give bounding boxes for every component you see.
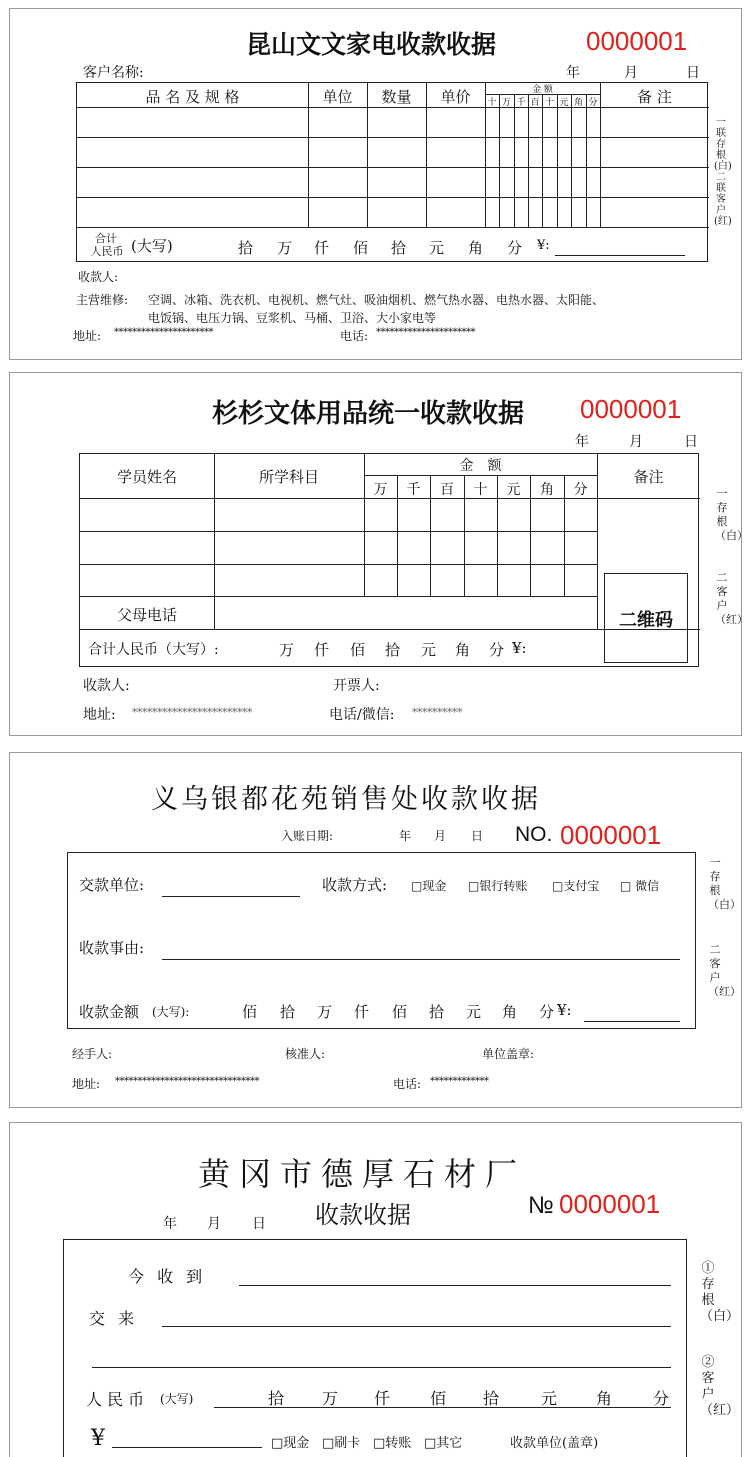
receipt-box: [63, 1239, 687, 1457]
phone-label: 电话:: [393, 1077, 422, 1091]
business-label: 主营维修:: [76, 293, 129, 307]
receipt-number: 0000001: [559, 1189, 661, 1219]
total-unit: 分: [489, 641, 505, 659]
method-wechat-checkbox[interactable]: □ 微信: [620, 879, 660, 893]
header-digit: 万: [373, 482, 388, 498]
date-month: 月: [629, 434, 643, 450]
amount-unit: 万: [322, 1389, 339, 1408]
amount-unit: 分: [539, 1003, 555, 1021]
rmb-daxie: (大写): [160, 1392, 194, 1406]
amount-unit: 仟: [374, 1389, 391, 1408]
qr-code-label: 二维码: [619, 610, 673, 631]
total-unit: 佰: [353, 239, 369, 257]
amount-unit: 角: [502, 1003, 518, 1021]
total-unit: 拾: [391, 239, 407, 257]
customer-label: 客户名称:: [83, 65, 144, 81]
receipt-title: 义乌银都花苑销售处收款收据: [151, 784, 541, 815]
amount-yen: ¥:: [557, 1001, 572, 1019]
header-subject: 所学科目: [258, 468, 319, 486]
copy-note-store: 一存根（白）: [708, 856, 741, 911]
date-day: 日: [471, 829, 484, 843]
copy-note-customer: 二客户（红）: [715, 571, 748, 626]
date-month: 月: [624, 65, 638, 81]
phone-value: **********: [412, 706, 462, 719]
header-digit: 百: [440, 482, 454, 498]
method-bank-checkbox[interactable]: □银行转账: [468, 879, 528, 893]
total-unit: 角: [468, 239, 484, 257]
from-label: 交 来: [89, 1309, 139, 1328]
total-unit: 元: [421, 641, 437, 659]
total-unit: 万: [277, 239, 293, 257]
date-year: 年: [575, 434, 589, 450]
date-day: 日: [684, 434, 698, 450]
amount-unit: 拾: [268, 1389, 285, 1408]
amount-daxie: (大写):: [152, 1005, 190, 1019]
address-label: 地址:: [83, 707, 116, 723]
goods-table: [76, 82, 708, 262]
receipt-title: 昆山文文家电收款收据: [246, 30, 497, 59]
total-unit: 分: [507, 239, 523, 257]
date-month: 月: [207, 1216, 221, 1232]
amount-unit: 万: [317, 1003, 333, 1021]
phone-value: **********************: [376, 327, 475, 338]
header-digit: 千: [406, 482, 421, 498]
total-label-top: 合计: [95, 232, 117, 245]
receipt-box: [67, 852, 696, 1029]
amount-unit: 佰: [430, 1389, 447, 1408]
copy-note-customer: 二客户（红）: [708, 943, 741, 998]
address-value: **********************: [114, 327, 213, 338]
payee-label: 收款人:: [83, 678, 130, 694]
receipt-panel-3: [9, 752, 742, 1108]
parent-phone-label: 父母电话: [116, 606, 177, 624]
receipt-panel-4: [9, 1122, 742, 1457]
copy-note-customer: ②客户（红）: [700, 1355, 740, 1418]
header-digit: 角: [540, 482, 554, 498]
header-digit: 元: [559, 98, 569, 108]
seal-label: 收款单位(盖章): [510, 1436, 599, 1451]
student-table: [79, 453, 699, 667]
date-year: 年: [399, 829, 412, 843]
total-unit: 拾: [238, 239, 254, 257]
amount-unit: 佰: [242, 1003, 258, 1021]
header-price: 单价: [440, 88, 471, 106]
copy-note-store: 一存根（白）: [715, 487, 748, 542]
payee-label: 收款人:: [78, 270, 119, 284]
payer-label: 交款单位:: [79, 876, 145, 894]
copy-note-store: ①存根（白）: [700, 1261, 740, 1324]
seal-label: 单位盖章:: [482, 1047, 535, 1061]
amount-unit: 元: [466, 1003, 482, 1021]
method-other-checkbox[interactable]: □其它: [424, 1436, 463, 1451]
method-alipay-checkbox[interactable]: □支付宝: [552, 879, 600, 893]
receipt-title: 杉杉文体用品统一收款收据: [212, 399, 525, 429]
phone-label: 电话/微信:: [329, 707, 395, 723]
total-unit: 拾: [385, 641, 401, 659]
copy-note: 一联存根(白)二联客户(红): [714, 117, 732, 227]
header-quantity: 数量: [381, 88, 412, 106]
date-year: 年: [566, 65, 580, 81]
phone-label: 电话:: [340, 329, 369, 343]
receipt-number: 0000001: [580, 394, 682, 424]
handler-label: 经手人:: [72, 1047, 113, 1061]
amount-unit: 分: [653, 1389, 670, 1408]
total-unit: 佰: [350, 641, 366, 659]
total-unit: 仟: [314, 641, 330, 659]
date-day: 日: [252, 1216, 266, 1232]
header-remark: 备注: [633, 468, 664, 486]
date-day: 日: [686, 65, 700, 81]
amount-unit: 仟: [354, 1003, 370, 1021]
phone-value: *************: [430, 1076, 489, 1087]
total-unit: 仟: [314, 239, 330, 257]
header-digit: 元: [506, 482, 521, 498]
total-label: 合计人民币（大写）:: [88, 642, 219, 658]
business-line-2: 电饭锅、电压力锅、豆浆机、马桶、卫浴、大小家电等: [148, 311, 437, 325]
header-digit: 万: [501, 98, 511, 108]
receipt-number: 0000001: [560, 820, 662, 850]
total-daxie: (大写): [131, 237, 173, 255]
method-transfer-checkbox[interactable]: □转账: [373, 1436, 412, 1451]
header-digit: 十: [487, 98, 497, 108]
total-unit: 角: [455, 641, 471, 659]
approver-label: 核准人:: [285, 1047, 326, 1061]
total-unit: 万: [279, 641, 295, 659]
address-label: 地址:: [73, 329, 102, 343]
number-label: NO.: [515, 823, 553, 846]
total-yen: ¥:: [512, 639, 527, 657]
total-yen: ¥:: [537, 238, 550, 253]
header-remark: 备 注: [637, 88, 672, 106]
address-value: ********************************: [115, 1076, 259, 1087]
header-digit: 角: [573, 98, 583, 108]
receipt-panel-2: [9, 372, 748, 736]
header-digit: 十: [544, 98, 554, 108]
header-student-name: 学员姓名: [116, 468, 177, 486]
receipt-panel-1: [9, 8, 742, 360]
date-year: 年: [163, 1216, 177, 1232]
address-value: ************************: [132, 706, 252, 719]
amount-unit: 角: [596, 1389, 613, 1408]
business-line-1: 空调、冰箱、洗衣机、电视机、燃气灶、吸油烟机、燃气热水器、电热水器、太阳能、: [148, 293, 605, 307]
received-label: 今 收 到: [128, 1267, 207, 1286]
method-cash-checkbox[interactable]: □现金: [411, 879, 447, 893]
amount-unit: 元: [541, 1389, 558, 1408]
method-card-checkbox[interactable]: □刷卡: [322, 1436, 361, 1451]
header-goods: 品 名 及 规 格: [145, 88, 240, 106]
total-unit: 元: [429, 239, 445, 257]
address-label: 地址:: [72, 1077, 101, 1091]
header-digit: 分: [588, 98, 598, 108]
entry-date-label: 入账日期:: [281, 829, 334, 843]
yen-symbol: ¥: [91, 1426, 105, 1451]
receipt-subtitle: 收款收据: [315, 1201, 411, 1229]
number-label: №: [528, 1192, 554, 1219]
amount-unit: 拾: [429, 1003, 445, 1021]
rmb-label: 人 民 币: [86, 1390, 145, 1409]
amount-unit: 佰: [392, 1003, 408, 1021]
header-amount: 金 额: [459, 458, 502, 474]
amount-unit: 拾: [483, 1389, 500, 1408]
header-digit: 分: [573, 482, 588, 498]
company-title: 黄冈市德厚石材厂: [198, 1155, 527, 1193]
header-unit: 单位: [322, 88, 353, 106]
header-digit: 百: [530, 98, 540, 108]
total-label-bottom: 人民币: [90, 245, 124, 258]
issuer-label: 开票人:: [333, 678, 380, 694]
amount-label: 收款金额: [79, 1003, 140, 1021]
header-amount: 金 额: [532, 85, 553, 95]
header-digit: 千: [516, 98, 526, 108]
date-month: 月: [434, 829, 447, 843]
payment-method-label: 收款方式:: [322, 876, 388, 894]
amount-unit: 拾: [280, 1003, 296, 1021]
header-digit: 十: [473, 482, 488, 498]
reason-label: 收款事由:: [79, 939, 145, 957]
receipt-number: 0000001: [586, 26, 688, 56]
method-cash-checkbox[interactable]: □现金: [271, 1436, 310, 1451]
